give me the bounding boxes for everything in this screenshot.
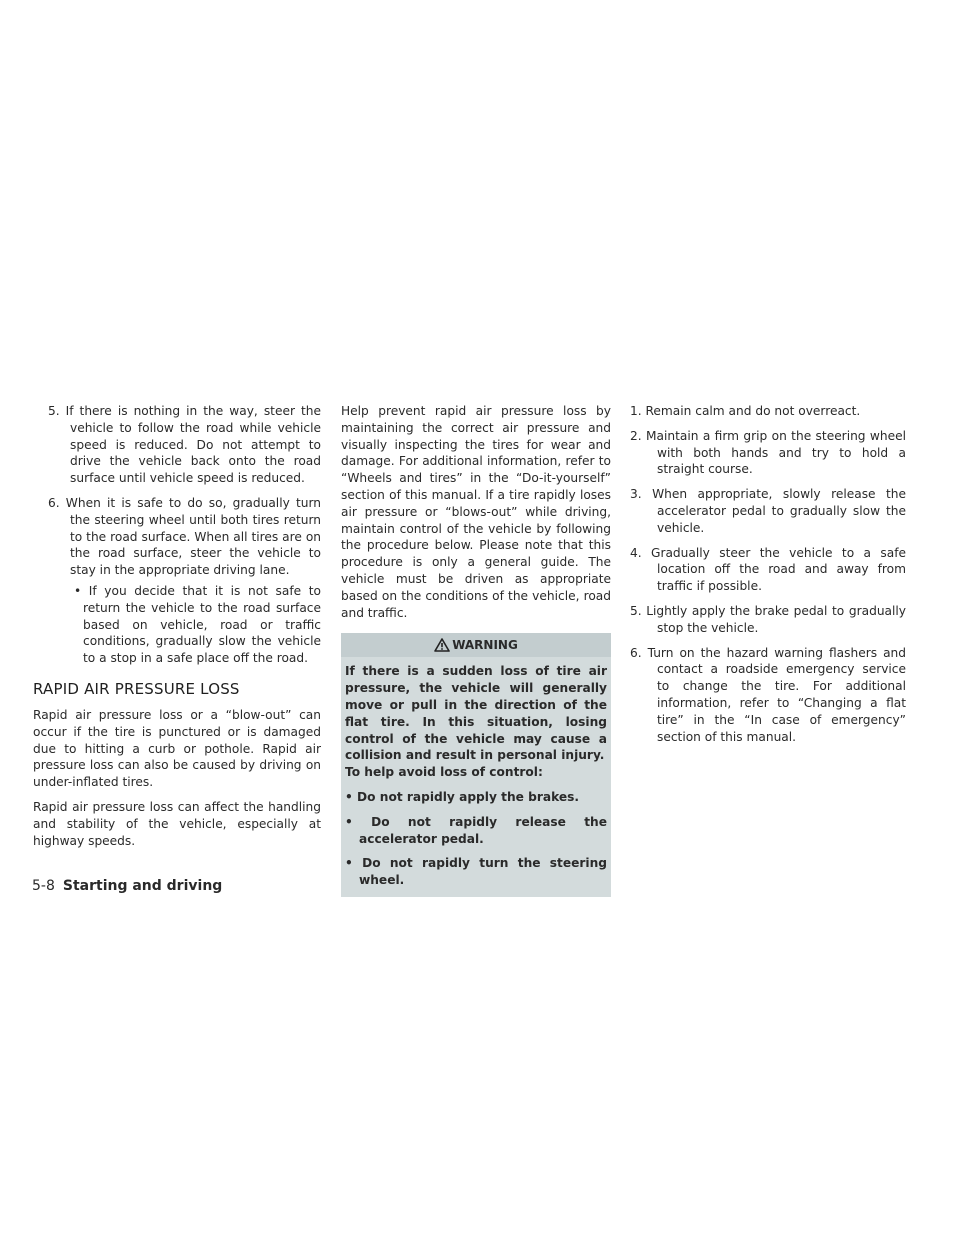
procedure-step: 5. Lightly apply the brake pedal to gradually stop the vehicle. (630, 603, 906, 635)
procedure-step: 1. Remain calm and do not overreact. (630, 404, 861, 418)
warning-subhead: To help avoid loss of control: (345, 765, 543, 780)
page-number: 5-8 (32, 878, 55, 894)
warning-bullet: • Do not rapidly turn the steering wheel. (345, 856, 607, 888)
warning-text: If there is a sudden loss of tire air pressure, the vehicle will generally move or pull in the direction of the flat tire. In this situation, losing control of the vehicle may cause a collision and result in personal injury. (345, 664, 607, 763)
step-6: 6. When it is safe to do so, gradually turn the steering wheel until both tires return to the road surface. When all tires are on the road surface, steer the vehicle to stay in the appropriate driving lane. (48, 495, 321, 578)
warning-triangle-icon (434, 638, 450, 652)
step-6-bullet: • If you decide that it is not safe to return the vehicle to the road surface based on vehicle, road or traffic conditions, gradually slow the vehicle to a stop in a safe place off the road. (74, 583, 321, 666)
section-heading: RAPID AIR PRESSURE LOSS (33, 679, 240, 698)
warning-bullet: • Do not rapidly apply the brakes. (345, 789, 580, 804)
middle-column (341, 403, 611, 897)
procedure-step: 4. Gradually steer the vehicle to a safe location off the road and away from traffic if possible. (630, 545, 906, 594)
prevention-paragraph: Help prevent rapid air pressure loss by maintaining the correct air pressure and visually inspecting the tires for wear and damage. For additional information, refer to “Wheels and tires” in the “Do-it-yourself” section of this manual. If a tire rapidly loses air pressure or “blows-out” while driving, maintain control of the vehicle by following the procedure below. Please note that this procedure is only a general guide. The vehicle must be driven as appropriate based on the conditions of the vehicle, road and traffic. (341, 404, 611, 620)
procedure-step: 6. Turn on the hazard warning flashers and contact a roadside emergency service to change the tire. For additional information, refer to “Changing a flat tire” in the “In case of emergency” section of this manual. (630, 645, 906, 744)
right-column (630, 403, 906, 753)
warning-title: WARNING (452, 637, 518, 652)
paragraph-1: Rapid air pressure loss or a “blow-out” can occur if the tire is punctured or is damaged due to hitting a curb or pothole. Rapid air pressure loss can also be caused by driving on under-inflated tires. (33, 707, 321, 790)
warning-bullet: • Do not rapidly release the accelerator pedal. (345, 814, 607, 846)
paragraph-2: Rapid air pressure loss can affect the handling and stability of the vehicle, especially at highway speeds. (33, 799, 321, 848)
warning-box (341, 633, 611, 897)
procedure-step: 3. When appropriate, slowly release the accelerator pedal to gradually slow the vehicle. (630, 487, 906, 535)
section-title: Starting and driving (62, 878, 223, 894)
warning-header (341, 633, 611, 657)
step-5: 5. If there is nothing in the way, steer the vehicle to follow the road while vehicle speed is reduced. Do not attempt to drive the vehicle back onto the road surface until vehicle speed is reduced. (48, 404, 321, 486)
page-footer (32, 877, 222, 895)
warning-body (341, 657, 611, 897)
left-column (33, 403, 321, 857)
procedure-step: 2. Maintain a firm grip on the steering wheel with both hands and try to hold a straight course. (630, 428, 906, 477)
